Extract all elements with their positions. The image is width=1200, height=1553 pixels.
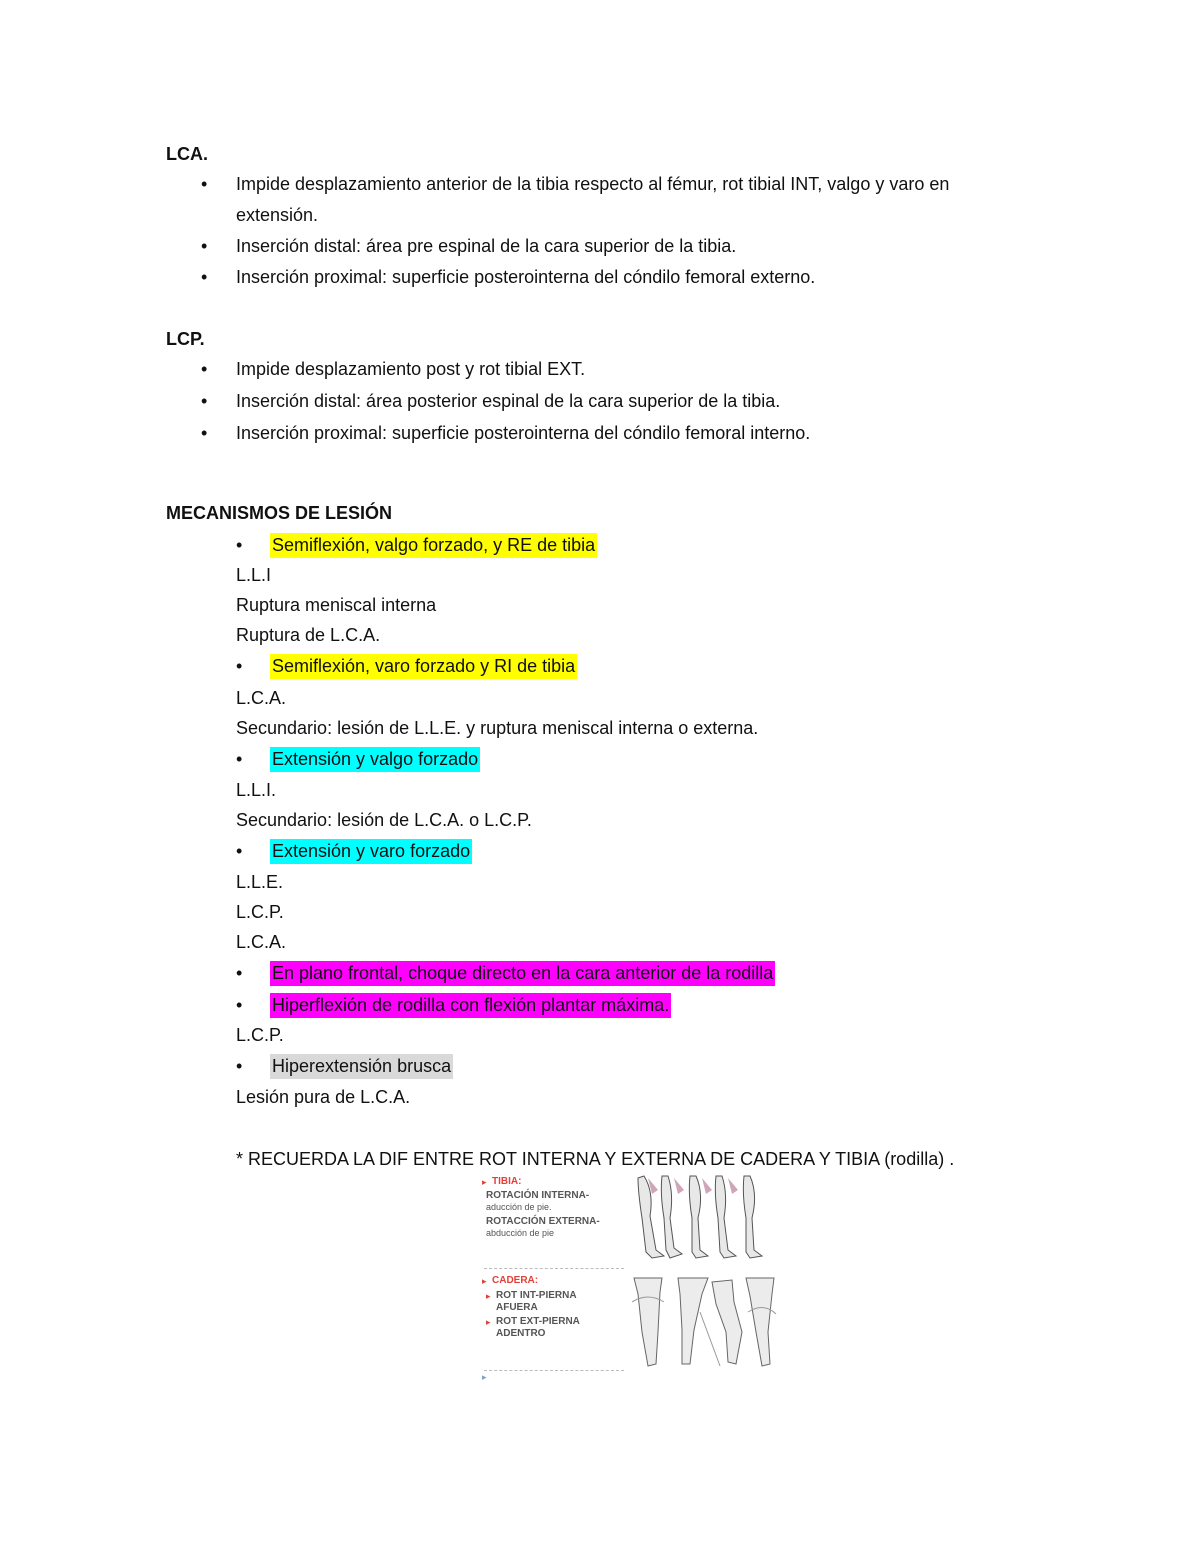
cadera-rotation-illustration [628,1272,788,1376]
bullet-icon: • [201,423,208,443]
mechanism-5-label: En plano frontal, choque directo en la cara anterior de la rodilla [270,961,775,986]
mechanism-3-result: L.L.I. [236,780,277,800]
mechanism-2-result: Secundario: lesión de L.L.E. y ruptura meniscal interna o externa. [236,718,759,738]
rotation-figure [478,1172,790,1384]
lca-item-2: Inserción distal: área pre espinal de la cara superior de la tibia. [236,236,737,256]
figure-cadera-line: ADENTRO [496,1328,546,1339]
divider [484,1268,624,1269]
arrow-icon: ▸ [482,1177,487,1187]
figure-tibia-line: ROTACCIÓN EXTERNA- [486,1216,600,1227]
bullet-icon: • [236,1056,243,1076]
arrow-icon: ▸ [486,1291,491,1301]
mechanism-4-result: L.C.A. [236,932,287,952]
figure-cadera-line: AFUERA [496,1302,538,1313]
mechanism-1-label: Semiflexión, valgo forzado, y RE de tibia [270,533,597,558]
divider [484,1370,624,1371]
lcp-item-2: Inserción distal: área posterior espinal de la cara superior de la tibia. [236,391,781,411]
lcp-item-1: Impide desplazamiento post y rot tibial EXT. [236,359,586,379]
figure-cadera-line: ROT EXT-PIERNA [496,1316,580,1327]
bullet-icon: • [201,267,208,287]
mechanism-3-result: Secundario: lesión de L.C.A. o L.C.P. [236,810,532,830]
bullet-icon: • [236,656,243,676]
arrow-icon: ▸ [482,1276,487,1286]
mechanism-7-label: Hiperextensión brusca [270,1054,453,1079]
bullet-icon: • [201,391,208,411]
mechanism-6-label: Hiperflexión de rodilla con flexión plantar máxima. [270,993,671,1018]
mechanism-4-label: Extensión y varo forzado [270,839,472,864]
mechanism-1-result: Ruptura de L.C.A. [236,625,381,645]
lcp-item-3: Inserción proximal: superficie posterointerna del cóndilo femoral interno. [236,423,811,443]
figure-tibia-title: TIBIA: [492,1176,522,1187]
mechanism-4-result: L.C.P. [236,902,284,922]
mechanism-1-result: L.L.I [236,565,272,585]
bullet-icon: • [236,995,243,1015]
figure-cadera-title: CADERA: [492,1275,539,1286]
figure-tibia-line: abducción de pie [486,1228,555,1238]
bullet-icon: • [201,236,208,256]
figure-cadera-line: ROT INT-PIERNA [496,1290,577,1301]
mechanism-3-label: Extensión y valgo forzado [270,747,480,772]
bullet-icon: • [201,359,208,379]
mechanism-1-result: Ruptura meniscal interna [236,595,437,615]
bullet-icon: • [236,749,243,769]
recuerda-note: * RECUERDA LA DIF ENTRE ROT INTERNA Y EXTERNA DE CADERA Y TIBIA (rodilla) . [236,1149,955,1169]
lca-item-1-cont: extensión. [236,205,319,225]
tibia-rotation-illustration [634,1172,774,1264]
lcp-heading: LCP. [166,329,205,349]
mechanism-2-result: L.C.A. [236,688,287,708]
lca-heading: LCA. [166,144,208,164]
mecanismos-heading: MECANISMOS DE LESIÓN [166,503,393,523]
lca-item-3: Inserción proximal: superficie posterointerna del cóndilo femoral externo. [236,267,816,287]
lca-item-1: Impide desplazamiento anterior de la tibia respecto al fémur, rot tibial INT, valgo y varo en [236,174,950,194]
mechanism-6-result: L.C.P. [236,1025,284,1045]
arrow-icon: ▸ [482,1372,487,1382]
arrow-icon: ▸ [486,1317,491,1327]
mechanism-4-result: L.L.E. [236,872,284,892]
mechanism-2-label: Semiflexión, varo forzado y RI de tibia [270,654,577,679]
figure-tibia-line: aducción de pie. [486,1202,552,1212]
bullet-icon: • [236,841,243,861]
bullet-icon: • [236,963,243,983]
figure-tibia-line: ROTACIÓN INTERNA- [486,1190,590,1201]
bullet-icon: • [236,535,243,555]
mechanism-7-result: Lesión pura de L.C.A. [236,1087,411,1107]
bullet-icon: • [201,174,208,194]
